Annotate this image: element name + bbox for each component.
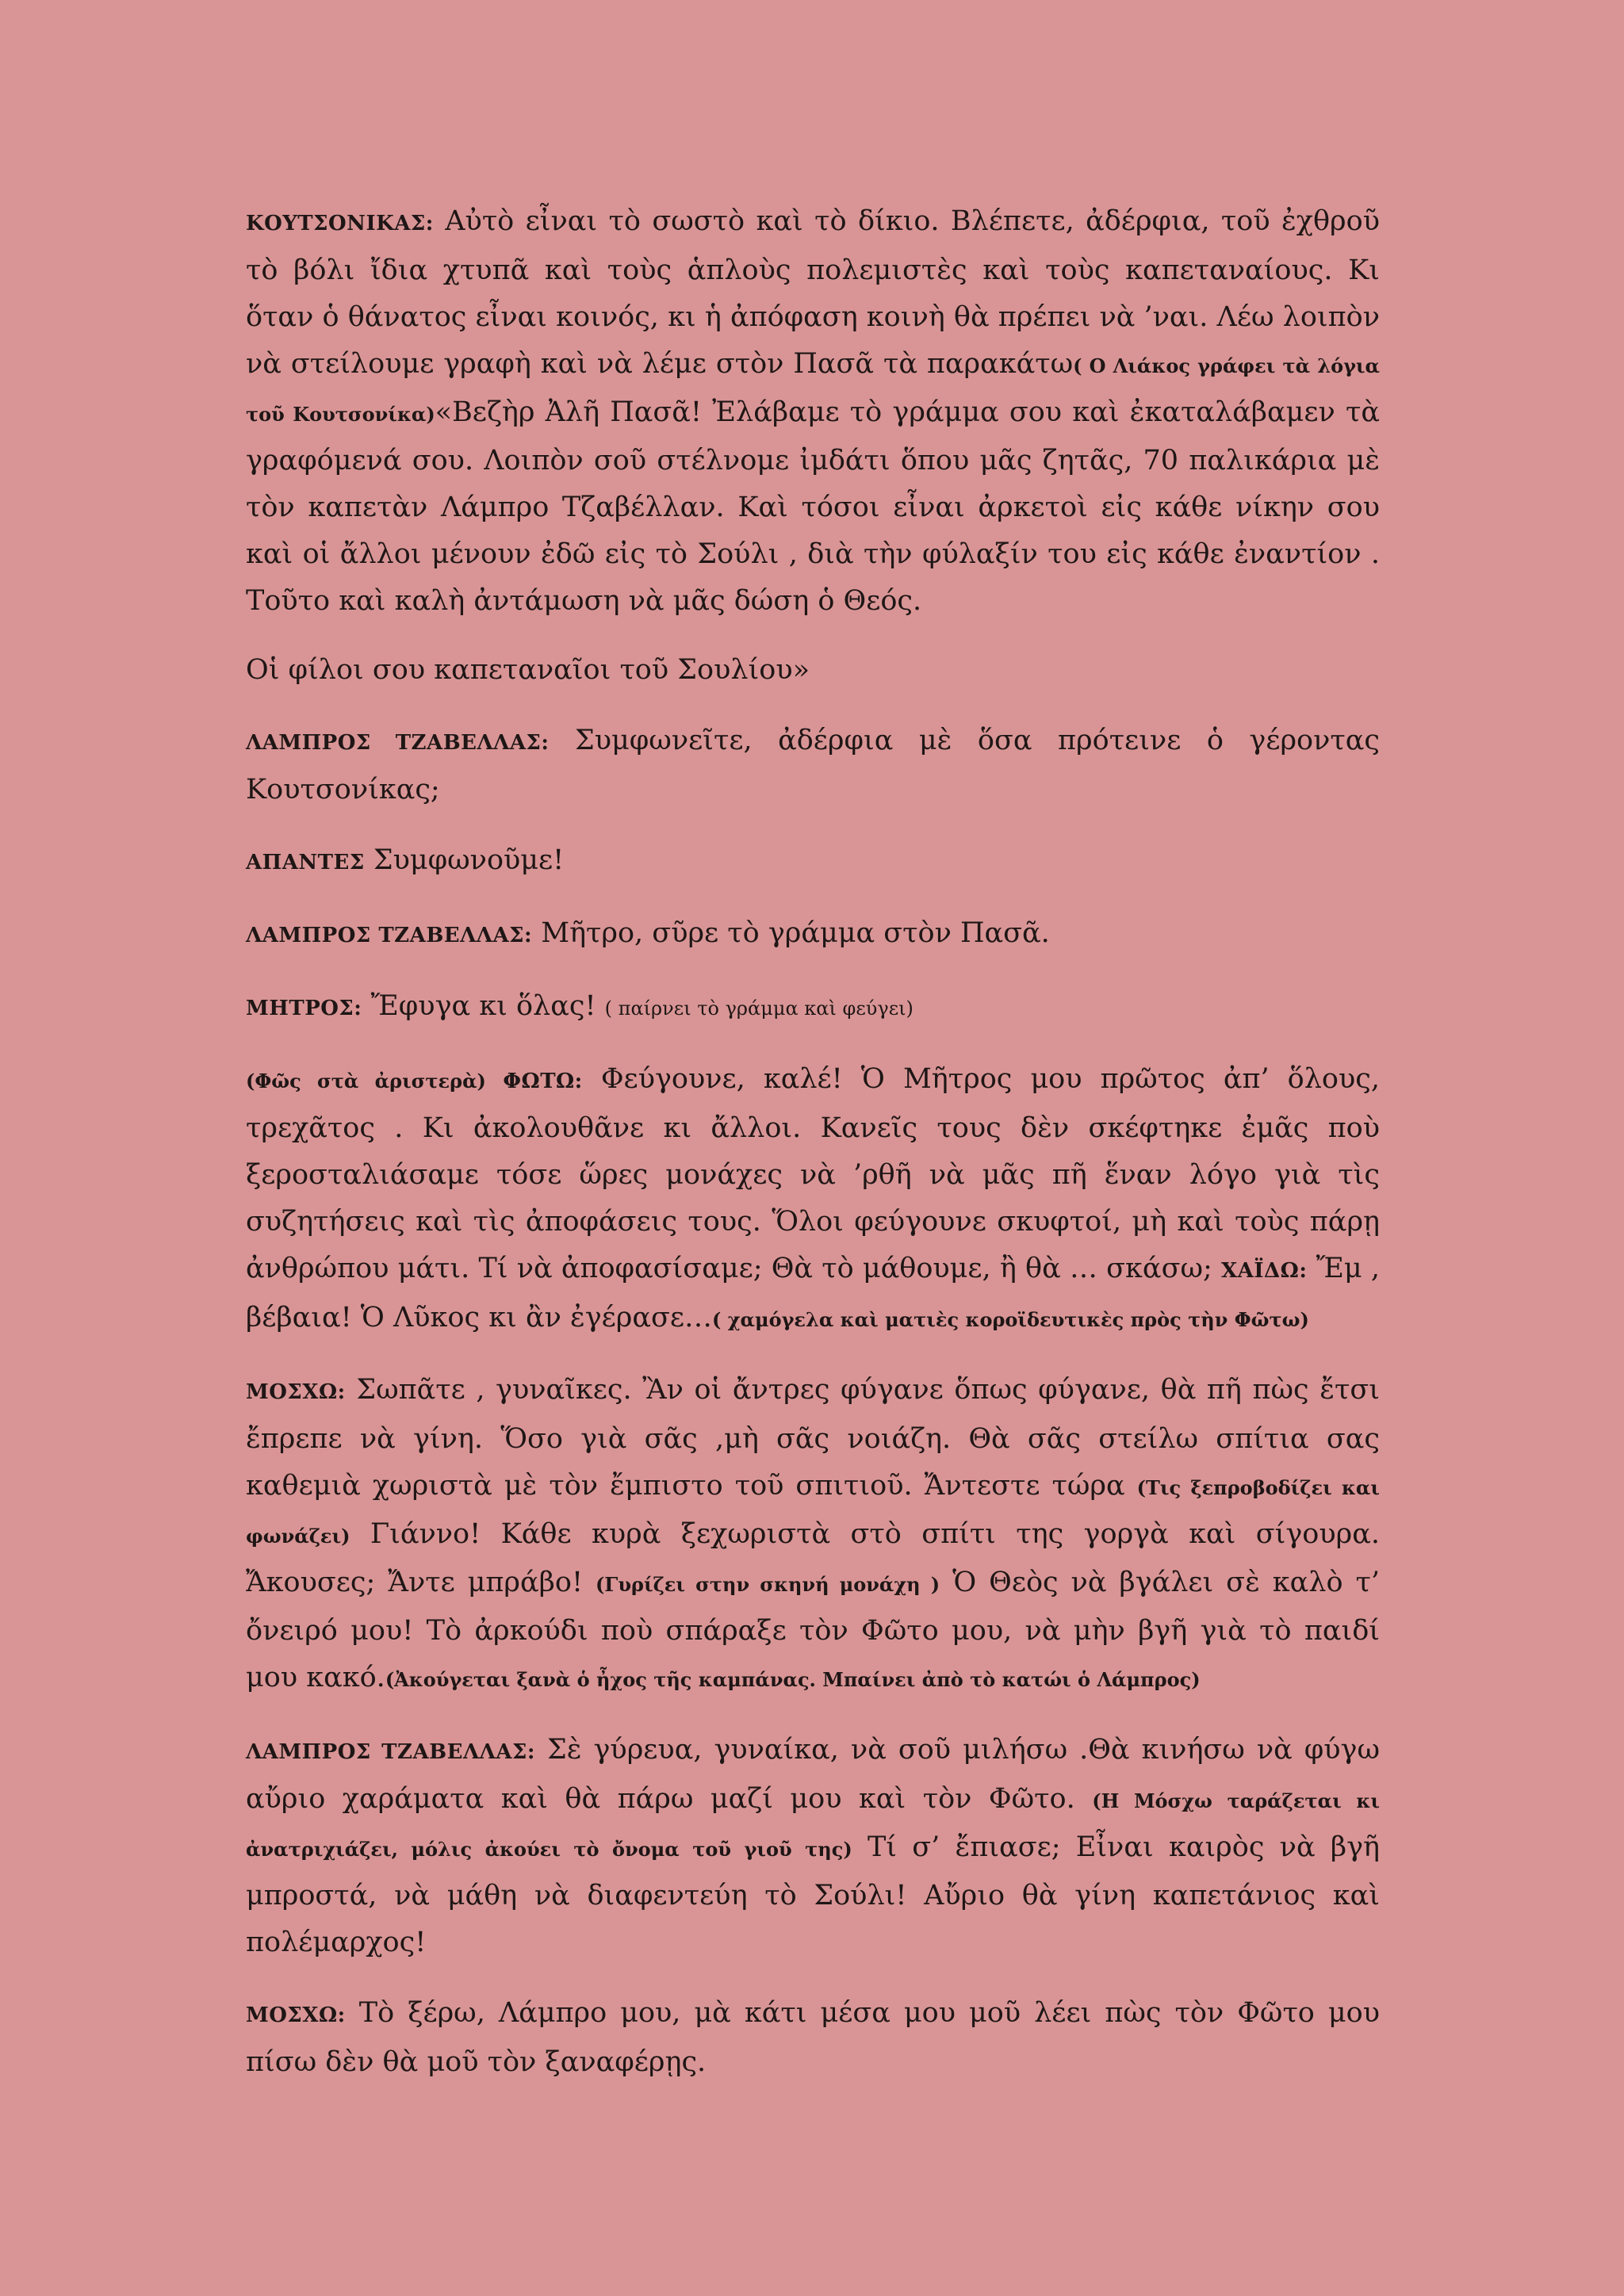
paragraph-lampros-2 [246,910,1380,959]
stage-direction: ( παίρνει τὸ γράμμα καὶ φεύγει) [604,997,914,1020]
paragraph-apantes [246,837,1380,886]
speaker-label: ΚΟΥΤΣΟΝΙΚΑΣ: [246,212,434,235]
stage-direction: (Η Μόσχω ταράζεται κι ἀνατριχιάζει, μόλις ἀκούει τὸ ὄνομα τοῦ γιοῦ της) [246,1789,1380,1861]
dialogue-text: Φεύγουνε, καλέ! Ὁ Μῆτρος μου πρῶτος ἀπ’ ὅλους, τρεχᾶτος . Κι ἀκολουθᾶνε κι ἄλλοι. Κανεῖς τους δὲν σκέφτηκε ἐμᾶς ποὺ ξεροσταλιάσαμε τόσε ὥρες μονάχες νὰ ’ρθῆ νὰ μᾶς πῆ ἕναν λόγο γιὰ τὶς συζητήσεις καὶ τὶς ἀποφάσεις τους. Ὅλοι φεύγουνε σκυφτοί, μὴ καὶ τοὺς πάρῃ ἀνθρώπου μάτι. Τί νὰ ἀποφασίσαμε; Θὰ τὸ μάθουμε, ἢ θὰ … σκάσω; [246,1063,1380,1284]
speaker-label: ΜΟΣΧΩ: [246,1380,346,1404]
speaker-label: ΜΗΤΡΟΣ: [246,997,362,1020]
speaker-label: ΜΟΣΧΩ: [246,2003,346,2027]
paragraph-foto [246,1056,1380,1343]
speaker-label: ΧΑΪΔΩ: [1221,1259,1308,1283]
speaker-label: ΛΑΜΠΡΟΣ ΤΖΑΒΕΛΛΑΣ: [246,731,550,755]
dialogue-text: Συμφωνοῦμε! [364,844,565,876]
dialogue-text: Ἔμ , βέβαια! Ὁ Λῦκος κι ἂν ἐγέρασε… [246,1253,1380,1334]
speaker-label: ΛΑΜΠΡΟΣ ΤΖΑΒΕΛΛΑΣ: [246,924,533,947]
paragraph-moscho-1 [246,1367,1380,1703]
dialogue-text: Συμφωνεῖτε, ἀδέρφια μὲ ὅσα πρότεινε ὁ γέροντας Κουτσονίκας; [246,725,1381,806]
stage-direction: (Ἀκούγεται ξανὰ ὁ ἦχος τῆς καμπάνας. Μπαίνει ἀπὸ τὸ κατώι ὁ Λάμπρος) [385,1668,1201,1691]
paragraph-moscho-2 [246,1990,1380,2086]
paragraph-letter-signature [246,647,1380,694]
dialogue-text: Τὸ ξέρω, Λάμπρο μου, μὰ κάτι μέσα μου μοῦ λέει πὼς τὸν Φῶτο μου πίσω δὲν θὰ μοῦ τὸν ξαναφέρῃς. [246,1997,1380,2078]
stage-direction: ( Ο Λιάκος γράφει τὰ λόγια τοῦ Κουτσονίκα) [246,354,1380,426]
document-page [246,198,1380,2110]
letter-signature: Οἱ φίλοι σου καπεταναῖοι τοῦ Σουλίου» [246,654,810,686]
paragraph-lampros-3 [246,1727,1380,1966]
dialogue-text: Αὐτὸ εἶναι τὸ σωστὸ καὶ τὸ δίκιο. Βλέπετε, ἀδέρφια, τοῦ ἐχθροῦ τὸ βόλι ἴδια χτυπᾶ καὶ τοὺς ἁπλοὺς πολεμιστὲς καὶ τοὺς καπεταναίους. Κι ὅταν ὁ θάνατος εἶναι κοινός, κι ἡ ἀπόφαση κοινὴ θὰ πρέπει νὰ ’ναι. Λέω λοιπὸν νὰ στείλουμε γραφὴ καὶ νὰ λέμε στὸν Πασᾶ τὰ παρακάτω [246,205,1380,380]
dialogue-text: Γιάννο! Κάθε κυρὰ ξεχωριστὰ στὸ σπίτι της γοργὰ καὶ σίγουρα. Ἄκουσες; Ἄντε μπράβο! [246,1518,1380,1598]
stage-direction: (Τις ξεπροβοδίζει και φωνάζει) [246,1476,1381,1548]
dialogue-text: Σὲ γύρευα, γυναίκα, νὰ σοῦ μιλήσω .Θὰ κινήσω νὰ φύγω αὔριο χαράματα καὶ θὰ πάρω μαζί μου καὶ τὸν Φῶτο. [246,1734,1380,1815]
speaker-label: ΦΩΤΩ: [485,1070,583,1093]
dialogue-text: Ἔφυγα κι ὅλας! [362,990,605,1022]
speaker-label: ΑΠΑΝΤΕΣ [246,851,365,874]
dialogue-text: Μῆτρο, σῦρε τὸ γράμμα στὸν Πασᾶ. [532,917,1050,949]
dialogue-text: Ὁ Θεὸς νὰ βγάλει σὲ καλὸ τ’ ὄνειρό μου! Τὸ ἀρκούδι ποὺ σπάραξε τὸν Φῶτο μου, νὰ μὴν βγῆ γιὰ τὸ παιδί μου κακό. [246,1567,1380,1693]
paragraph-mitros [246,983,1380,1032]
stage-direction: (Φῶς στὰ ἀριστερὰ) [246,1070,486,1093]
dialogue-text: Τί σ’ ἔπιασε; Εἶναι καιρὸς νὰ βγῆ μπροστά, νὰ μάθη νὰ διαφεντεύη τὸ Σούλι! Αὔριο θὰ γίνη καπετάνιος καὶ πολέμαρχος! [246,1831,1380,1958]
stage-direction: ( χαμόγελα καὶ ματιὲς κοροϊδευτικὲς πρὸς τὴν Φῶτω) [712,1308,1309,1331]
dialogue-text: «Βεζὴρ Ἀλῆ Πασᾶ! Ἐλάβαμε τὸ γράμμα σου καὶ ἐκαταλάβαμεν τὰ γραφόμενά σου. Λοιπὸν σοῦ στέλνομε ἰμδάτι ὅπου μᾶς ζητᾶς, 70 παλικάρια μὲ τὸν καπετὰν Λάμπρο Τζαβέλλαν. Καὶ τόσοι εἶναι ἀρκετοὶ εἰς κάθε νίκην σου καὶ οἱ ἄλλοι μένουν ἐδῶ εἰς τὸ Σούλι , διὰ τὴν φύλαξίν του εἰς κάθε ἐναντίον . Τοῦτο καὶ καλὴ ἀντάμωση νὰ μᾶς δώση ὁ Θεός. [246,396,1380,617]
paragraph-koutsonikas [246,198,1380,625]
dialogue-text: Σωπᾶτε , γυναῖκες. Ἂν οἱ ἄντρες φύγανε ὅπως φύγανε, θὰ πῆ πὼς ἔτσι ἔπρεπε νὰ γίνη. Ὅσο γιὰ σᾶς ,μὴ σᾶς νοιάζη. Θὰ σᾶς στείλω σπίτια σας καθεμιὰ χωριστὰ μὲ τὸν ἔμπιστο τοῦ σπιτιοῦ. Ἄντεστε τώρα [246,1374,1380,1502]
speaker-label: ΛΑΜΠΡΟΣ ΤΖΑΒΕΛΛΑΣ: [246,1740,535,1764]
stage-direction: (Γυρίζει στην σκηνή μονάχη ) [595,1573,940,1596]
paragraph-lampros-1 [246,718,1380,813]
